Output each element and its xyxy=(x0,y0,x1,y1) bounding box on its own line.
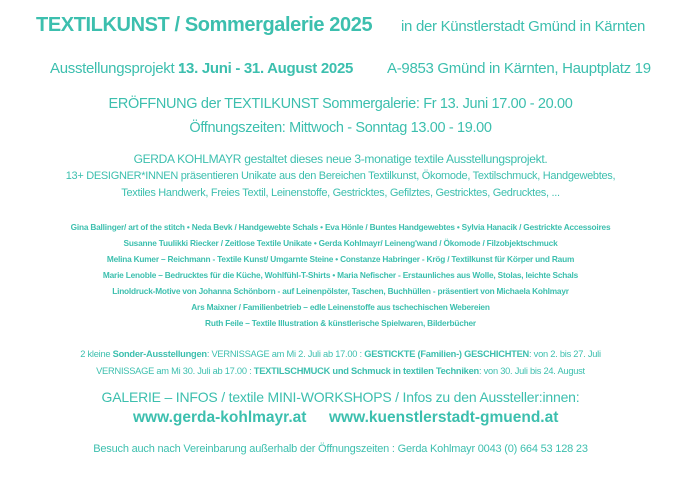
designer-line: Ars Maixner / Familienbetrieb – edle Leinenstoffe aus tschechischen Webereien xyxy=(191,302,490,312)
page-subtitle: in der Künstlerstadt Gmünd in Kärnten xyxy=(401,18,646,35)
designer-line: Melina Kumer – Reichmann - Textile Kunst/ Umgarnte Steine • Constanze Habringer - Krög / Textilkunst für Körper und Raum xyxy=(106,254,575,264)
special-exhibition-title: GESTICKTE (Familien-) GESCHICHTEN xyxy=(364,349,530,359)
special-exhibition-title: TEXTILSCHMUCK und Schmuck in textilen Techniken xyxy=(253,366,479,376)
intro-line: Textiles Handwerk, Freies Textil, Leinenstoffe, Gestricktes, Gefilztes, Gestricktes, Gedrucktes, ... xyxy=(121,187,560,199)
designer-line: Ruth Feile – Textile Illustration & künstlerische Spielwaren, Bilderbücher xyxy=(205,318,476,328)
special-text: : VERNISSAGE am Mi 2. Juli ab 17.00 : xyxy=(206,349,365,359)
visit-info: Besuch auch nach Vereinbarung außerhalb der Öffnungszeiten : Gerda Kohlmayr 0043 (0) 664 53 128 23 xyxy=(93,443,588,455)
special-heading: Sonder-Ausstellungen xyxy=(112,349,207,359)
project-label: Ausstellungsprojekt : xyxy=(50,60,183,77)
designer-line: Gina Ballinger/ art of the stitch • Neda Bevk / Handgewebte Schals • Eva Hönle / Buntes Handgewebtes • Sylvia Hanacik / Gestrickte Accessoires xyxy=(70,222,611,232)
special-dates: : von 2. bis 27. Juli xyxy=(529,349,601,359)
designer-line: Linoldruck-Motive von Johanna Schönborn - auf Leinenpölster, Taschen, Buchhüllen - präsentiert von Michaela Kohlmayr xyxy=(112,286,569,296)
website-link-kuenstlerstadt[interactable]: www.kuenstlerstadt-gmuend.at xyxy=(329,409,559,426)
intro-line: GERDA KOHLMAYR gestaltet dieses neue 3-monatige textile Ausstellungsprojekt. xyxy=(133,152,548,166)
page-title: TEXTILKUNST / Sommergalerie 2025 xyxy=(36,14,373,36)
opening-info: ERÖFFNUNG der TEXTILKUNST Sommergalerie: Fr 13. Juni 17.00 - 20.00 xyxy=(108,96,573,112)
project-address: A-9853 Gmünd in Kärnten, Hauptplatz 19 xyxy=(387,60,651,77)
special-text: VERNISSAGE am Mi 30. Juli ab 17.00 : xyxy=(96,366,254,376)
special-text: 2 kleine xyxy=(80,349,113,359)
website-link-gerda-kohlmayr[interactable]: www.gerda-kohlmayr.at xyxy=(133,409,307,426)
intro-line: 13+ DESIGNER*INNEN präsentieren Unikate aus den Bereichen Textilkunst, Ökomode, Textilschmuck, Handgewebtes, xyxy=(65,170,616,182)
designer-line: Marie Lenoble – Bedrucktes für die Küche, Wohlfühl-T-Shirts • Maria Nefischer - Erstaunliches aus Wolle, Stolas, leichte Schals xyxy=(102,270,579,280)
designer-line: Susanne Tuulikki Riecker / Zeitlose Textile Unikate • Gerda Kohlmayr/ Leineng'wand / Ökomode / Filzobjektschmuck xyxy=(123,238,558,248)
opening-hours: Öffnungszeiten: Mittwoch - Sonntag 13.00 - 19.00 xyxy=(189,120,492,136)
special-dates: : von 30. Juli bis 24. August xyxy=(478,366,585,376)
galerie-info: GALERIE – INFOS / textile MINI-WORKSHOPS / Infos zu den Aussteller:innen: xyxy=(101,389,580,405)
special-exhibition-line-1 xyxy=(0,349,681,359)
project-dates: 13. Juni - 31. August 2025 xyxy=(178,60,354,77)
special-exhibition-line-2 xyxy=(0,366,681,376)
